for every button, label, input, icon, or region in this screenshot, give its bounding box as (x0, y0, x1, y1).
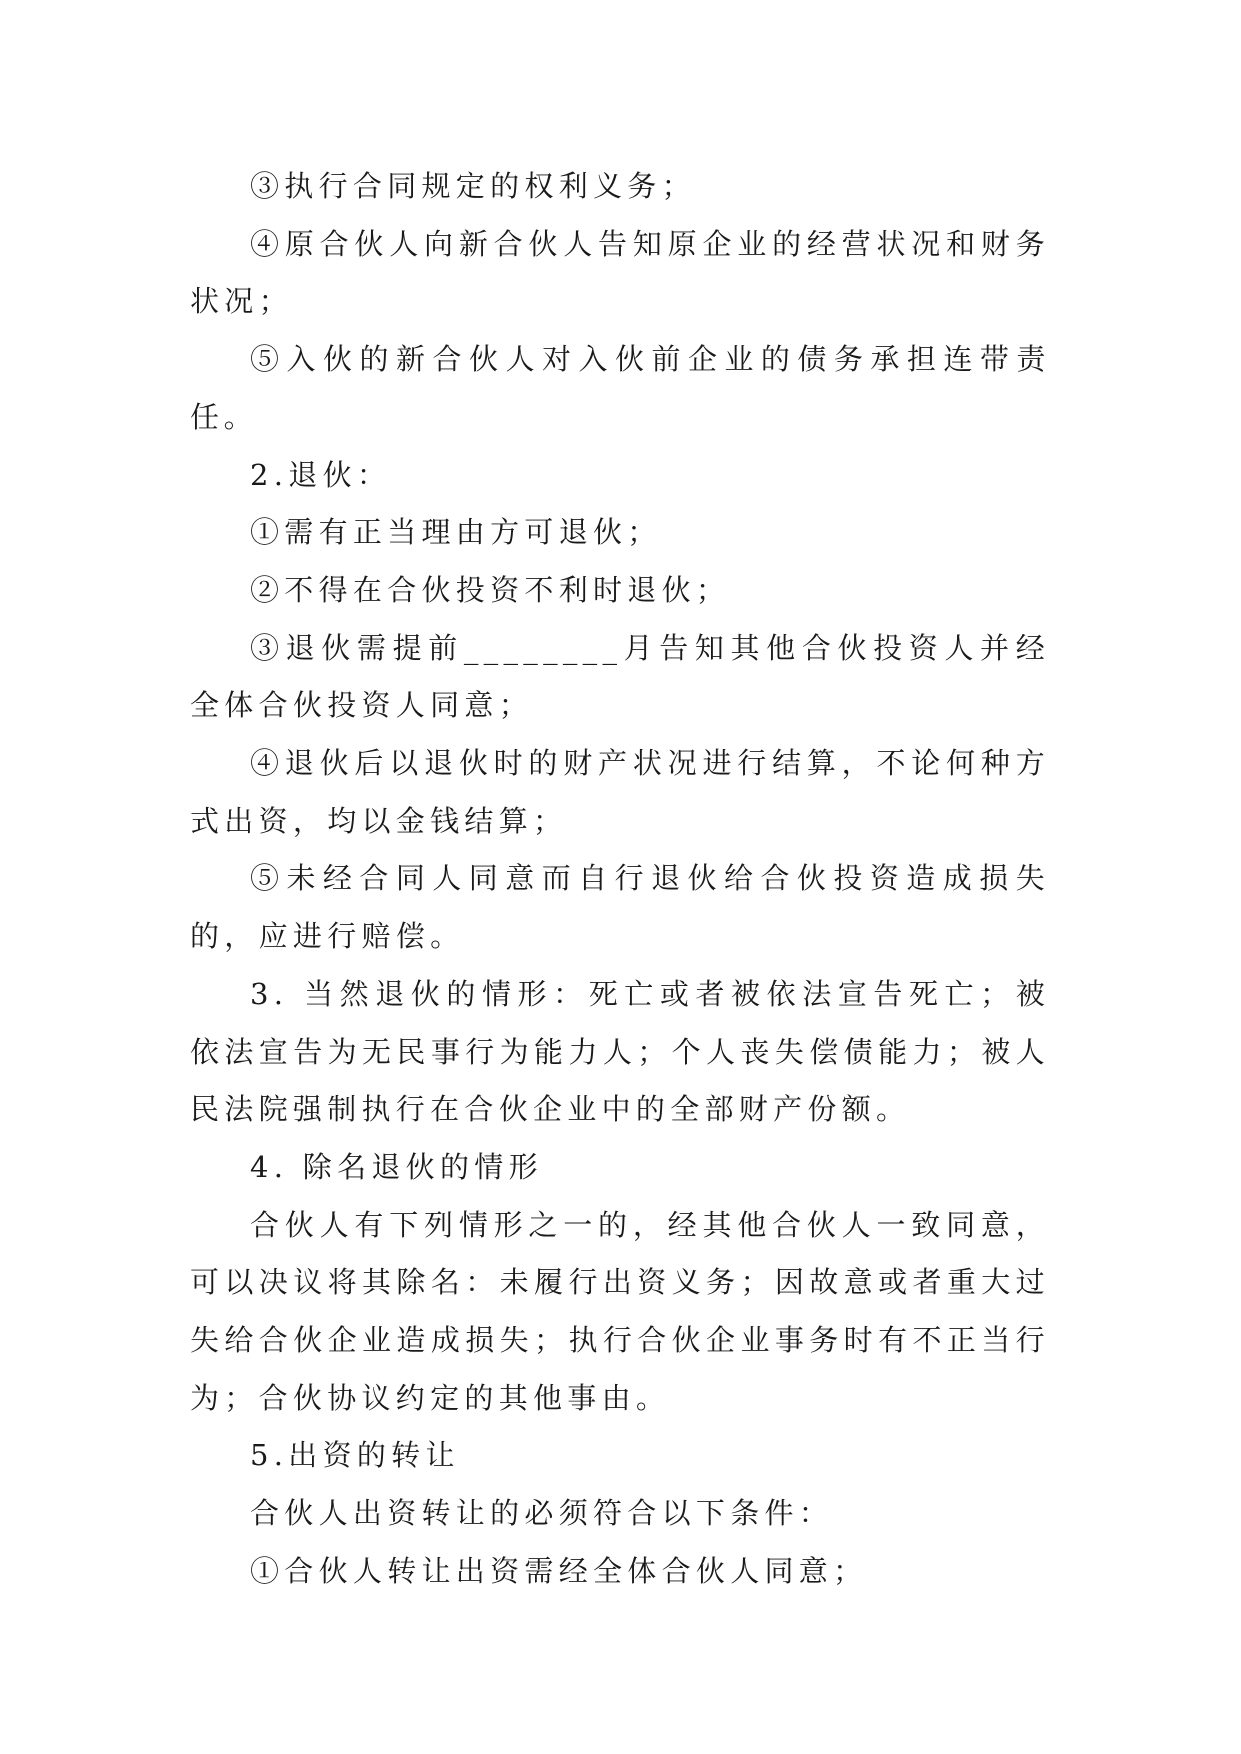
section-natural-withdrawal: 3. 当然退伙的情形：死亡或者被依法宣告死亡；被依法宣告为无民事行为能力人；个人丧失偿债能力；被人民法院强制执行在合伙企业中的全部财产份额。 (190, 976, 1050, 1127)
section-heading-expulsion: 4. 除名退伙的情形 (250, 1149, 543, 1184)
paragraph-withdrawal-3: ③退伙需提前________月告知其他合伙投资人并经全体合伙投资人同意； (190, 630, 1050, 723)
paragraph-item-5-liability: ⑤入伙的新合伙人对入伙前企业的债务承担连带责任。 (190, 342, 1050, 434)
paragraph-withdrawal-1: ①需有正当理由方可退伙； (250, 515, 662, 550)
paragraph-item-4-disclosure: ④原合伙人向新合伙人告知原企业的经营状况和财务状况； (190, 226, 1050, 319)
paragraph-withdrawal-2: ②不得在合伙投资不利时退伙； (250, 572, 731, 607)
section-heading-withdrawal: 2.退伙： (250, 457, 392, 492)
document-body (190, 158, 1050, 1601)
paragraph-expulsion-conditions: 合伙人有下列情形之一的，经其他合伙人一致同意，可以决议将其除名：未履行出资义务；因故意或者重大过失给合伙企业造成损失；执行合伙企业事务时有不正当行为；合伙协议约定的其他事由。 (190, 1207, 1050, 1415)
paragraph-withdrawal-4: ④退伙后以退伙时的财产状况进行结算，不论何种方式出资，均以金钱结算； (190, 746, 1050, 838)
section-heading-transfer: 5.出资的转让 (250, 1438, 460, 1473)
paragraph-withdrawal-5: ⑤未经合同人同意而自行退伙给合伙投资造成损失的，应进行赔偿。 (190, 861, 1050, 954)
paragraph-item-3-rights: ③执行合同规定的权利义务； (250, 169, 696, 203)
paragraph-transfer-intro: 合伙人出资转让的必须符合以下条件： (250, 1496, 834, 1531)
paragraph-transfer-1: ①合伙人转让出资需经全体合伙人同意； (250, 1553, 868, 1588)
